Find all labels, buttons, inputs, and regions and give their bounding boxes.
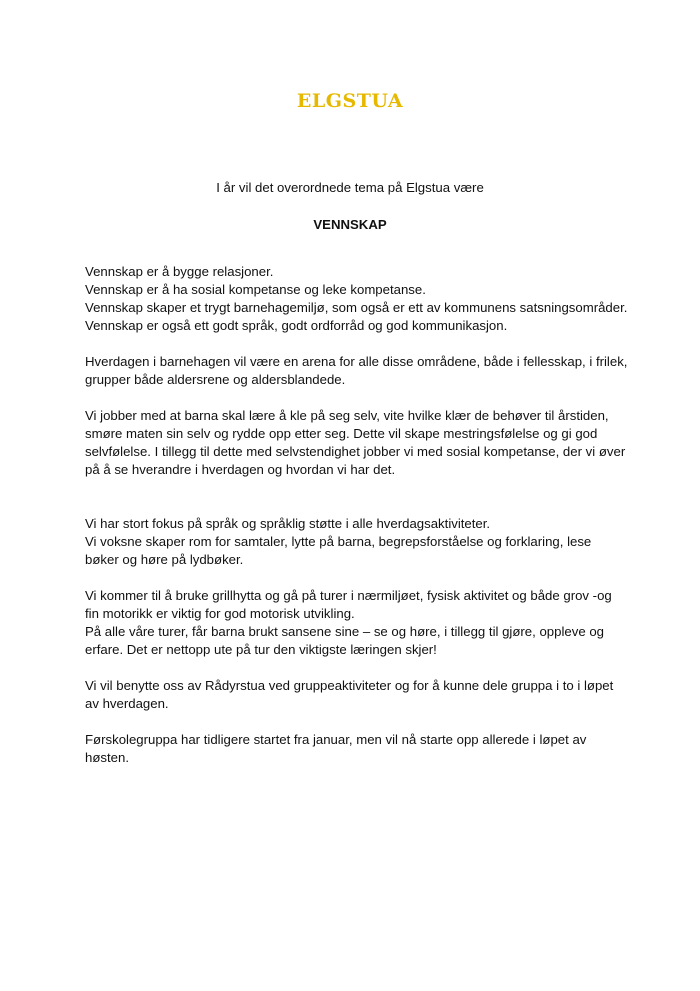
text-line: Vennskap er også ett godt språk, godt ordforråd og god kommunikasjon.	[85, 318, 508, 333]
text-line: Vi vil benytte oss av Rådyrstua ved gruppeaktiviteter og for å kunne dele gruppa i to i løpet	[85, 678, 614, 693]
text-line: på å se hverandre i hverdagen og hvordan vi har det.	[85, 462, 396, 477]
text-line: fin motorikk er viktig for god motorisk utvikling.	[85, 606, 355, 621]
paragraph-radyrstua	[85, 677, 630, 713]
paragraph-vennskap	[85, 263, 630, 335]
text-line: Førskolegruppa har tidligere startet fra januar, men vil nå starte opp allerede i løpet av	[85, 732, 587, 747]
paragraph-turer	[85, 587, 630, 659]
text-line: Hverdagen i barnehagen vil være en arena for alle disse områdene, både i fellesskap, i frilek,	[85, 354, 628, 369]
theme-heading: VENNSKAP	[313, 217, 387, 232]
text-line: Vi kommer til å bruke grillhytta og gå på turer i nærmiljøet, fysisk aktivitet og både grov -og	[85, 588, 612, 603]
text-line: Vennskap er å ha sosial kompetanse og leke kompetanse.	[85, 282, 426, 297]
paragraph-forskolegruppa	[85, 731, 630, 767]
intro-text: I år vil det overordnede tema på Elgstua være	[216, 180, 484, 195]
document-title: ELGSTUA	[296, 90, 404, 112]
text-line: høsten.	[85, 750, 129, 765]
text-line: Vi har stort fokus på språk og språklig støtte i alle hverdagsaktiviteter.	[85, 516, 491, 531]
text-line: Vennskap er å bygge relasjoner.	[85, 264, 274, 279]
document-body	[85, 263, 630, 785]
paragraph-sprak	[85, 515, 630, 569]
text-line: grupper både aldersrene og aldersblandede.	[85, 372, 346, 387]
text-line: bøker og høre på lydbøker.	[85, 552, 244, 567]
text-line: smøre maten sin selv og rydde opp etter seg. Dette vil skape mestringsfølelse og gi god	[85, 426, 598, 441]
paragraph-hverdagen	[85, 353, 630, 389]
text-line: Vennskap skaper et trygt barnehagemiljø, som også er ett av kommunens satsningsområder.	[85, 300, 628, 315]
text-line: På alle våre turer, får barna brukt sansene sine – se og høre, i tillegg til gjøre, oppleve og	[85, 624, 604, 639]
text-line: Vi jobber med at barna skal lære å kle på seg selv, vite hvilke klær de behøver til årstiden,	[85, 408, 609, 423]
paragraph-selvstendighet	[85, 407, 630, 479]
text-line: erfare. Det er nettopp ute på tur den viktigste læringen skjer!	[85, 642, 437, 657]
text-line: av hverdagen.	[85, 696, 169, 711]
text-line: selvfølelse. I tillegg til dette med selvstendighet jobber vi med sosial kompetanse, der vi øver	[85, 444, 626, 459]
text-line: Vi voksne skaper rom for samtaler, lytte på barna, begrepsforståelse og forklaring, lese	[85, 534, 592, 549]
